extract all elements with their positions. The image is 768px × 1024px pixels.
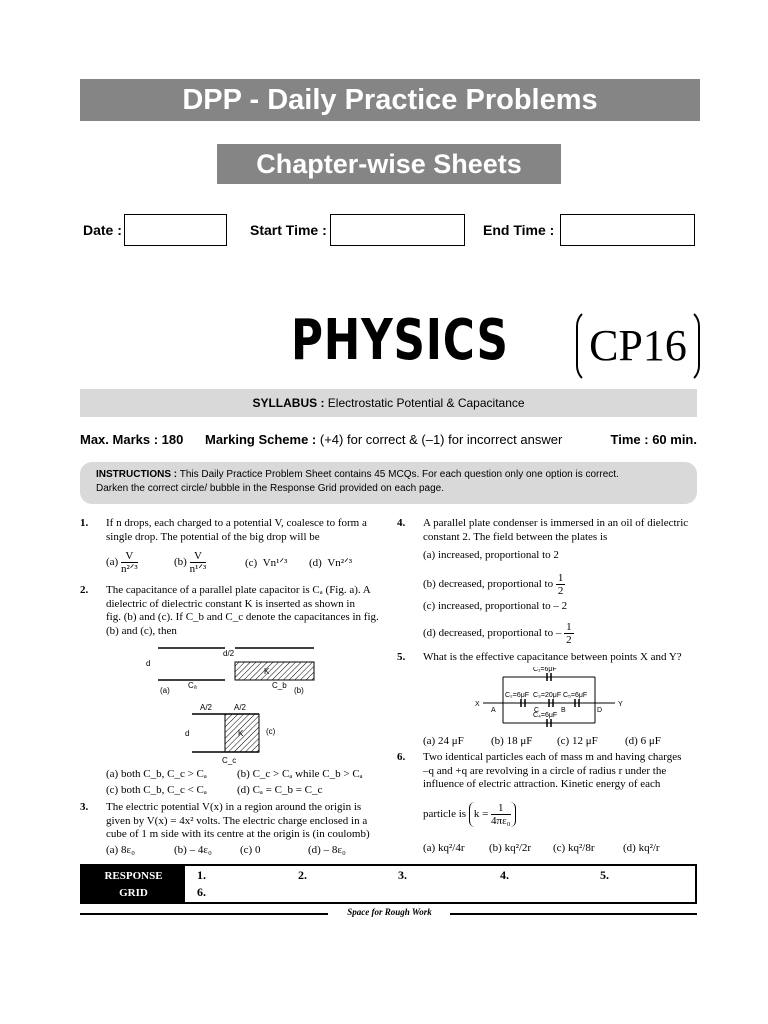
instructions-label: INSTRUCTIONS : <box>96 469 178 480</box>
option-b[interactable]: (b) – 4ε₀ <box>174 844 212 856</box>
numerator: V <box>190 550 207 563</box>
question-line: Two identical particles each of mass m and having charges <box>423 751 682 763</box>
question-text <box>106 801 370 842</box>
option-label: (d) decreased, proportional to – <box>423 627 562 640</box>
question-line: dielectric of dielectric constant K is inserted as shown in <box>106 597 355 610</box>
option-c[interactable]: (c) both C_b, C_c < Cₐ <box>106 784 207 796</box>
label-d: d <box>146 659 151 668</box>
label-a2: A/2 <box>234 703 247 712</box>
grid-item-1[interactable]: 1. <box>197 868 206 882</box>
time-limit: Time : 60 min. <box>610 432 697 447</box>
option-label: (b) decreased, proportional to <box>423 578 554 591</box>
numerator: 1 <box>557 572 564 584</box>
label-a: A <box>491 707 496 714</box>
question-3 <box>80 801 385 861</box>
question-text <box>423 517 688 544</box>
label-b: B <box>561 707 566 714</box>
numerator: V <box>121 550 138 563</box>
start-time-field[interactable] <box>330 214 465 246</box>
max-marks: Max. Marks : 180 <box>80 432 184 447</box>
response-grid-label <box>82 866 185 902</box>
question-line <box>423 802 681 827</box>
marking-scheme-value: (+4) for correct & (–1) for incorrect answer <box>319 432 563 447</box>
option-b[interactable]: (b) C_c > Cₐ while C_b > Cₐ <box>237 768 363 780</box>
dielectric-slab <box>235 662 314 680</box>
syllabus-bar <box>80 389 697 417</box>
denominator: 2 <box>566 634 572 646</box>
label-ca: Cₐ <box>188 681 197 690</box>
denominator: 4πε₀ <box>491 814 511 827</box>
option-c[interactable] <box>245 557 287 571</box>
grid-item-4[interactable]: 4. <box>500 868 509 882</box>
date-field[interactable] <box>124 214 227 246</box>
question-text <box>423 751 681 827</box>
label-c1: C₁=6μF <box>533 667 557 673</box>
label-c3: C₃=20μF <box>533 692 562 699</box>
question-line: fig. (b) and (c). If C_b and C_c denote the capacitances in fig. <box>106 611 379 623</box>
option-value: Vn¹ᐟ³ <box>262 557 288 569</box>
option-value: Vn²ᐟ³ <box>327 557 353 569</box>
label-fig-b: (b) <box>294 686 304 695</box>
k-expression <box>469 802 516 827</box>
divider <box>80 913 328 915</box>
fraction <box>564 621 574 646</box>
denominator: n²ᐟ³ <box>120 563 138 575</box>
chapter-sheets-banner: Chapter-wise Sheets <box>217 144 561 184</box>
grid-label-line: GRID <box>119 887 148 899</box>
fraction <box>556 572 566 597</box>
label-d2: d/2 <box>223 649 235 658</box>
label-k: K <box>264 667 270 676</box>
denominator: n¹ᐟ³ <box>189 563 207 575</box>
marking-scheme-label: Marking Scheme : <box>205 432 317 447</box>
label-x: X <box>475 701 480 708</box>
grid-label-line: RESPONSE <box>104 870 163 882</box>
option-d[interactable]: (d) – 8ε₀ <box>308 844 346 856</box>
label-d: d <box>185 729 190 738</box>
marking-scheme <box>205 432 562 447</box>
fraction <box>121 550 138 575</box>
label-cc: C_c <box>222 756 237 765</box>
question-line: The capacitance of a parallel plate capacitor is Cₐ (Fig. a). A <box>106 584 371 596</box>
option-c[interactable]: (c) 12 μF <box>557 735 598 747</box>
instructions-box <box>80 462 697 504</box>
option-d[interactable]: (d) 6 μF <box>625 735 661 747</box>
option-label: (b) <box>174 556 187 569</box>
instructions-line1: This Daily Practice Problem Sheet contains 45 MCQs. For each question only one option is correct. <box>179 469 619 480</box>
question-4 <box>397 517 702 652</box>
option-a[interactable] <box>106 550 138 575</box>
sheet-code: CP16 <box>576 308 700 384</box>
label-c5: C₅=6μF <box>563 692 588 699</box>
question-line: (b) and (c), then <box>106 624 177 637</box>
question-number: 5. <box>397 651 406 663</box>
option-b[interactable]: (b) 18 μF <box>491 735 533 747</box>
label-c2: C₂=6μF <box>505 692 530 699</box>
option-d[interactable]: (d) kq²/r <box>623 842 660 854</box>
option-d[interactable]: (d) Cₐ = C_b = C_c <box>237 784 323 796</box>
syllabus-value: Electrostatic Potential & Capacitance <box>327 396 525 410</box>
label-fig-a: (a) <box>160 686 170 695</box>
capacitor-figures <box>140 642 380 767</box>
end-time-label: End Time : <box>483 222 555 238</box>
divider <box>450 913 697 915</box>
grid-item-2[interactable]: 2. <box>298 868 307 882</box>
option-b[interactable] <box>174 550 206 575</box>
label-fig-c: (c) <box>266 727 276 736</box>
question-line: A parallel plate condenser is immersed in an oil of dielectric <box>423 517 689 529</box>
label-c4: C₄=6μF <box>533 712 558 719</box>
question-2 <box>80 584 385 799</box>
question-line: cube of 1 m side with its centre at the origin is (in coulomb) <box>106 828 370 840</box>
option-d[interactable] <box>423 621 574 646</box>
question-line: influence of electric attraction. Kinetic energy of each <box>423 778 661 790</box>
option-a[interactable]: (a) kq²/4r <box>423 842 465 854</box>
option-a[interactable]: (a) both C_b, C_c > Cₐ <box>106 768 207 780</box>
option-label: (a) <box>106 556 119 569</box>
label-y: Y <box>618 701 623 708</box>
label-k: K <box>238 729 244 738</box>
question-1 <box>80 517 385 579</box>
rough-work-label: Space for Rough Work <box>347 907 432 917</box>
question-line: –q and +q are revolving in a circle of radius r under the <box>423 764 667 777</box>
option-c[interactable]: (c) 0 <box>240 844 261 856</box>
question-line-text: particle is <box>423 807 467 820</box>
circuit-diagram <box>475 667 625 731</box>
label-cb: C_b <box>272 681 287 690</box>
question-number: 3. <box>80 801 89 813</box>
subject-title: PHYSICS <box>291 308 509 373</box>
rough-work-footer <box>80 908 697 920</box>
grid-item-5[interactable]: 5. <box>600 868 609 882</box>
question-line: given by V(x) = 4x² volts. The electric charge enclosed in a <box>106 814 368 827</box>
option-b[interactable] <box>423 572 565 597</box>
label-c: C <box>534 707 540 714</box>
option-a[interactable]: (a) increased, proportional to 2 <box>423 549 559 561</box>
label-a2: A/2 <box>200 703 213 712</box>
dpp-title-banner: DPP - Daily Practice Problems <box>80 79 700 121</box>
question-line: The electric potential V(x) in a region around the origin is <box>106 801 362 813</box>
syllabus-label: SYLLABUS : <box>252 396 325 410</box>
end-time-field[interactable] <box>560 214 695 246</box>
question-number: 6. <box>397 751 406 763</box>
question-number: 4. <box>397 517 406 529</box>
fraction <box>491 802 511 827</box>
question-number: 1. <box>80 517 89 529</box>
grid-item-6[interactable]: 6. <box>197 885 206 899</box>
grid-item-3[interactable]: 3. <box>398 868 407 882</box>
question-text <box>106 517 367 544</box>
option-a[interactable]: (a) 8ε₀ <box>106 844 135 856</box>
denominator: 2 <box>557 585 564 597</box>
option-label: (c) <box>245 557 258 569</box>
option-c[interactable]: (c) kq²/8r <box>553 842 595 854</box>
start-time-label: Start Time : <box>250 222 327 238</box>
numerator: 1 <box>491 802 511 815</box>
instructions-line2: Darken the correct circle/ bubble in the Response Grid provided on each page. <box>96 483 444 494</box>
question-line: constant 2. The field between the plates is <box>423 530 608 543</box>
option-d[interactable] <box>309 557 352 571</box>
question-6 <box>397 751 702 861</box>
question-line: If n drops, each charged to a potential V, coalesce to form a <box>106 517 367 529</box>
option-c[interactable]: (c) increased, proportional to – 2 <box>423 600 568 612</box>
k-label: k = <box>473 807 489 820</box>
question-line: single drop. The potential of the big drop will be <box>106 530 320 543</box>
date-label: Date : <box>83 222 122 238</box>
numerator: 1 <box>566 621 572 633</box>
option-b[interactable]: (b) kq²/2r <box>489 842 532 854</box>
response-grid <box>80 864 697 904</box>
question-text <box>106 584 379 638</box>
question-number: 2. <box>80 584 89 596</box>
fraction <box>190 550 207 575</box>
option-a[interactable]: (a) 24 μF <box>423 735 464 747</box>
question-5 <box>397 651 702 751</box>
label-d: D <box>597 707 603 714</box>
marks-row <box>80 430 697 450</box>
option-label: (d) <box>309 557 322 569</box>
question-text: What is the effective capacitance between points X and Y? <box>423 651 682 663</box>
